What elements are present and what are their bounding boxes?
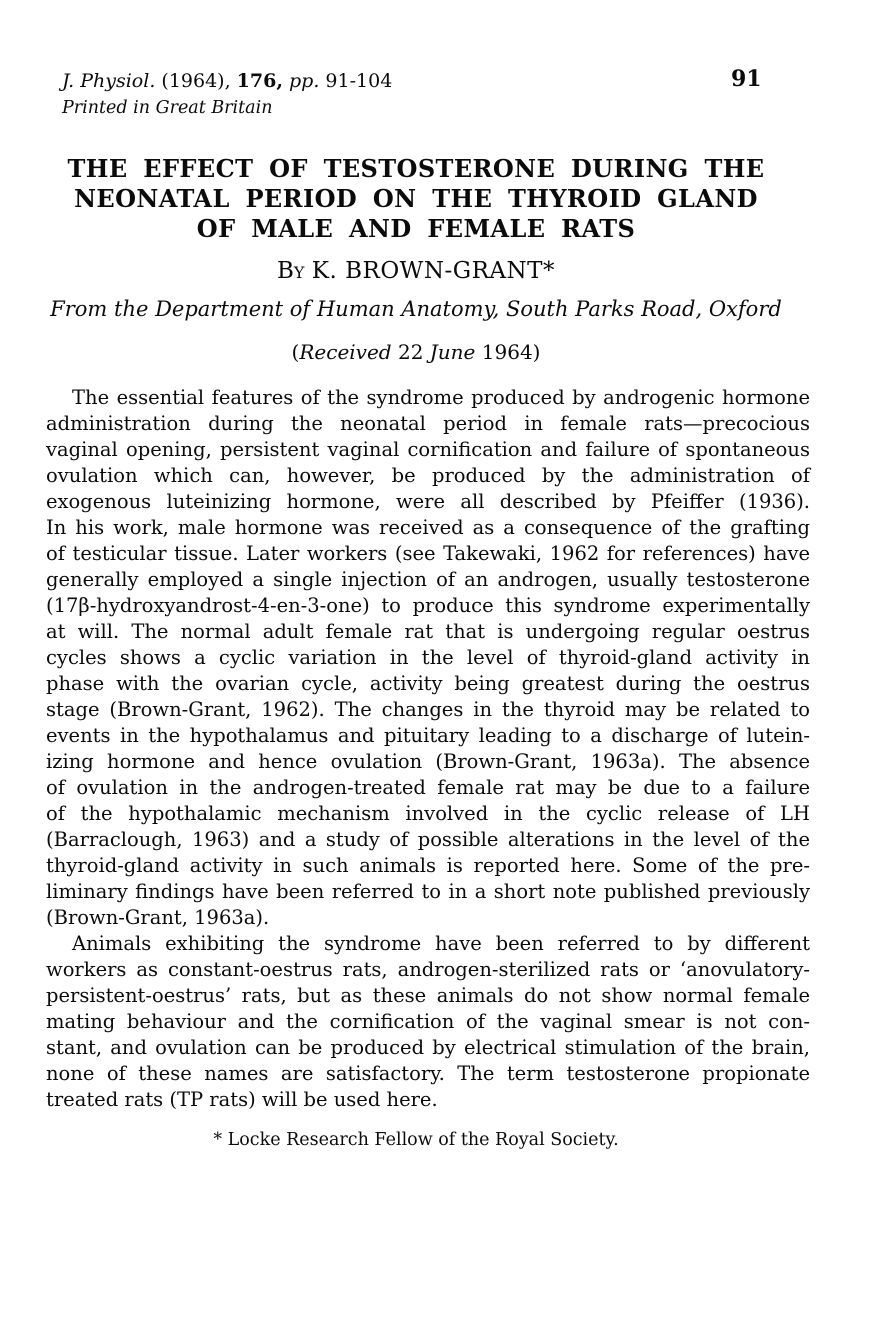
text-line: (Barraclough, 1963) and a study of possible alterations in the level of the (46, 828, 810, 851)
text-line: cycles shows a cyclic variation in the level of thyroid-gland activity in (46, 646, 810, 669)
text-line: izing hormone and hence ovulation (Brown-Grant, 1963a). The absence (46, 750, 810, 773)
paragraph (46, 931, 810, 1113)
text-line: of testicular tissue. Later workers (see Takewaki, 1962 for references) have (46, 542, 810, 565)
text-line: events in the hypothalamus and pituitary leading to a discharge of lutein- (46, 724, 810, 747)
text-line: ovulation which can, however, be produced by the administration of (46, 464, 810, 487)
paragraph (46, 385, 810, 931)
journal-pages: 91-104 (325, 70, 393, 92)
text-line: of the hypothalamic mechanism involved in the cyclic release of LH (46, 802, 810, 825)
text-line: workers as constant-oestrus rats, androgen-sterilized rats or ‘anovulatory- (46, 958, 810, 981)
article-title (46, 154, 786, 244)
article-body (46, 385, 810, 1113)
page-number: 91 (731, 66, 762, 92)
received-open-paren: ( (291, 340, 300, 364)
text-line: thyroid-gland activity in such animals is reported here. Some of the pre- (46, 854, 810, 877)
text-line: In his work, male hormone was received as a consequence of the grafting (46, 516, 810, 539)
text-line: at will. The normal adult female rat that is undergoing regular oestrus (46, 620, 810, 643)
journal-year: (1964), (161, 70, 231, 92)
text-line: exogenous luteinizing hormone, were all described by Pfeiffer (1936). (46, 490, 810, 513)
printed-in-line: Printed in Great Britain (62, 98, 273, 118)
text-line: administration during the neonatal period in female rats—precocious (46, 412, 810, 435)
text-line: vaginal opening, persistent vaginal cornification and failure of spontaneous (46, 438, 810, 461)
received-word: Received (299, 340, 392, 364)
received-year: 1964) (475, 340, 541, 364)
text-line: generally employed a single injection of an androgen, usually testosterone (46, 568, 810, 591)
journal-pp: pp. (289, 70, 320, 92)
affiliation: From the Department of Human Anatomy, South Parks Road, Oxford (50, 297, 782, 321)
footnote: * Locke Research Fellow of the Royal Society. (213, 1130, 619, 1150)
journal-citation (62, 70, 392, 92)
received-day: 22 (391, 340, 430, 364)
text-line: of ovulation in the androgen-treated female rat may be due to a failure (46, 776, 810, 799)
text-line: (17β-hydroxyandrost-4-en-3-one) to produce this syndrome experimentally (46, 594, 810, 617)
text-line: (Brown-Grant, 1963a). (46, 906, 270, 929)
text-line: none of these names are satisfactory. The term testosterone propionate (46, 1062, 810, 1085)
title-line: NEONATAL PERIOD ON THE THYROID GLAND (74, 184, 758, 213)
text-line: treated rats (TP rats) will be used here. (46, 1088, 438, 1111)
title-line: OF MALE AND FEMALE RATS (196, 214, 636, 243)
text-line: phase with the ovarian cycle, activity being greatest during the oestrus (46, 672, 810, 695)
text-line: The essential features of the syndrome produced by androgenic hormone (72, 386, 810, 409)
received-month: June (429, 340, 476, 364)
text-line: stage (Brown-Grant, 1962). The changes in the thyroid may be related to (46, 698, 810, 721)
journal-name: J. Physiol. (62, 70, 156, 92)
byline-by: By (277, 258, 305, 284)
received-date (46, 340, 786, 364)
text-line: liminary findings have been referred to in a short note published previously (46, 880, 810, 903)
author-name: K. BROWN-GRANT* (311, 258, 555, 284)
text-line: mating behaviour and the cornification of the vaginal smear is not con- (46, 1010, 810, 1033)
text-line: Animals exhibiting the syndrome have been referred to by different (72, 932, 810, 955)
text-line: stant, and ovulation can be produced by electrical stimulation of the brain, (46, 1036, 810, 1059)
title-line: THE EFFECT OF TESTOSTERONE DURING THE (67, 154, 765, 183)
byline (46, 258, 786, 284)
journal-volume: 176, (236, 70, 283, 92)
text-line: persistent-oestrus’ rats, but as these animals do not show normal female (46, 984, 810, 1007)
